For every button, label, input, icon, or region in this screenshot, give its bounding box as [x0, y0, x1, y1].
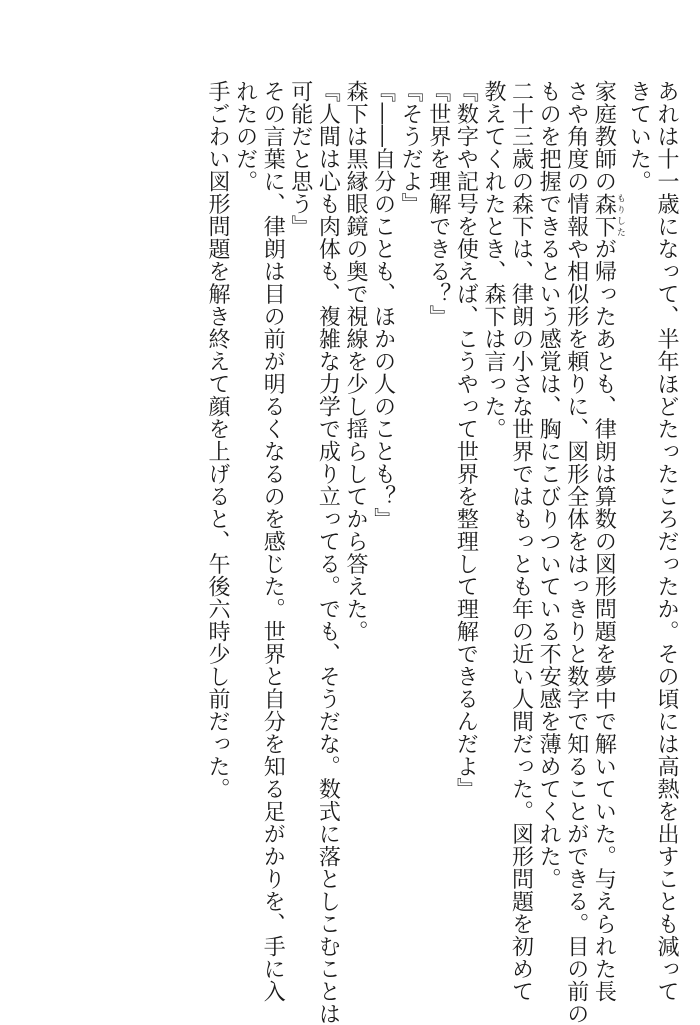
ruby-base: 森下 — [591, 192, 617, 238]
text-line: 教えてくれたとき、森下は言った。 — [480, 80, 506, 440]
ruby-reading: もりした — [614, 192, 625, 238]
text-line: あれは十一歳になって、半年ほどたったころだったか。その頃には高熱を出すことも減って — [654, 80, 679, 1003]
text-line: 可能だと思う』 — [287, 80, 313, 238]
text-line: ものを把握できるという感覚は、胸にこびりついている不安感を薄めてくれた。 — [536, 80, 562, 890]
ruby-annotation — [591, 192, 625, 238]
text-line: 『人間は心も肉体も、複雑な力学で成り立ってる。でも、そうだな。数式に落としこむことは — [315, 80, 341, 1025]
text-line: さや角度の情報や相似形を頼りに、図形全体をはっきりと数字で知ることができる。目の前の — [563, 80, 589, 1025]
text-line-with-ruby: 家庭教師の森下もりしたが帰ったあとも、律朗は算数の図形問題を夢中で解いていた。与えられた長 — [591, 80, 625, 1003]
text-line: 二十三歳の森下は、律朗の小さな世界ではもっとも年の近い人間だった。図形問題を初めて — [508, 80, 534, 1003]
text-line: れたのだ。 — [232, 80, 258, 193]
text-line: 『――自分のことも、ほかの人のことも？』 — [370, 80, 396, 530]
vertical-text-body — [203, 80, 680, 1025]
text-line: 『数字や記号を使えば、こうやって世界を整理して理解できるんだよ』 — [453, 80, 479, 800]
text-line: その言葉に、律朗は目の前が明るくなるのを感じた。世界と自分を知る足がかりを、手に入 — [260, 80, 286, 1003]
text-line: 手ごわい図形問題を解き終えて顔を上げると、午後六時少し前だった。 — [205, 80, 230, 800]
text-line: 『そうだよ』 — [398, 80, 424, 215]
text-line-rest: が帰ったあとも、律朗は算数の図形問題を夢中で解いていた。与えられた長 — [591, 237, 617, 1003]
text-line: きていた。 — [626, 80, 652, 193]
text-line: 『世界を理解できる？』 — [425, 80, 451, 328]
text-line: 森下は黒縁眼鏡の奥で視線を少し揺らしてから答えた。 — [342, 80, 368, 643]
